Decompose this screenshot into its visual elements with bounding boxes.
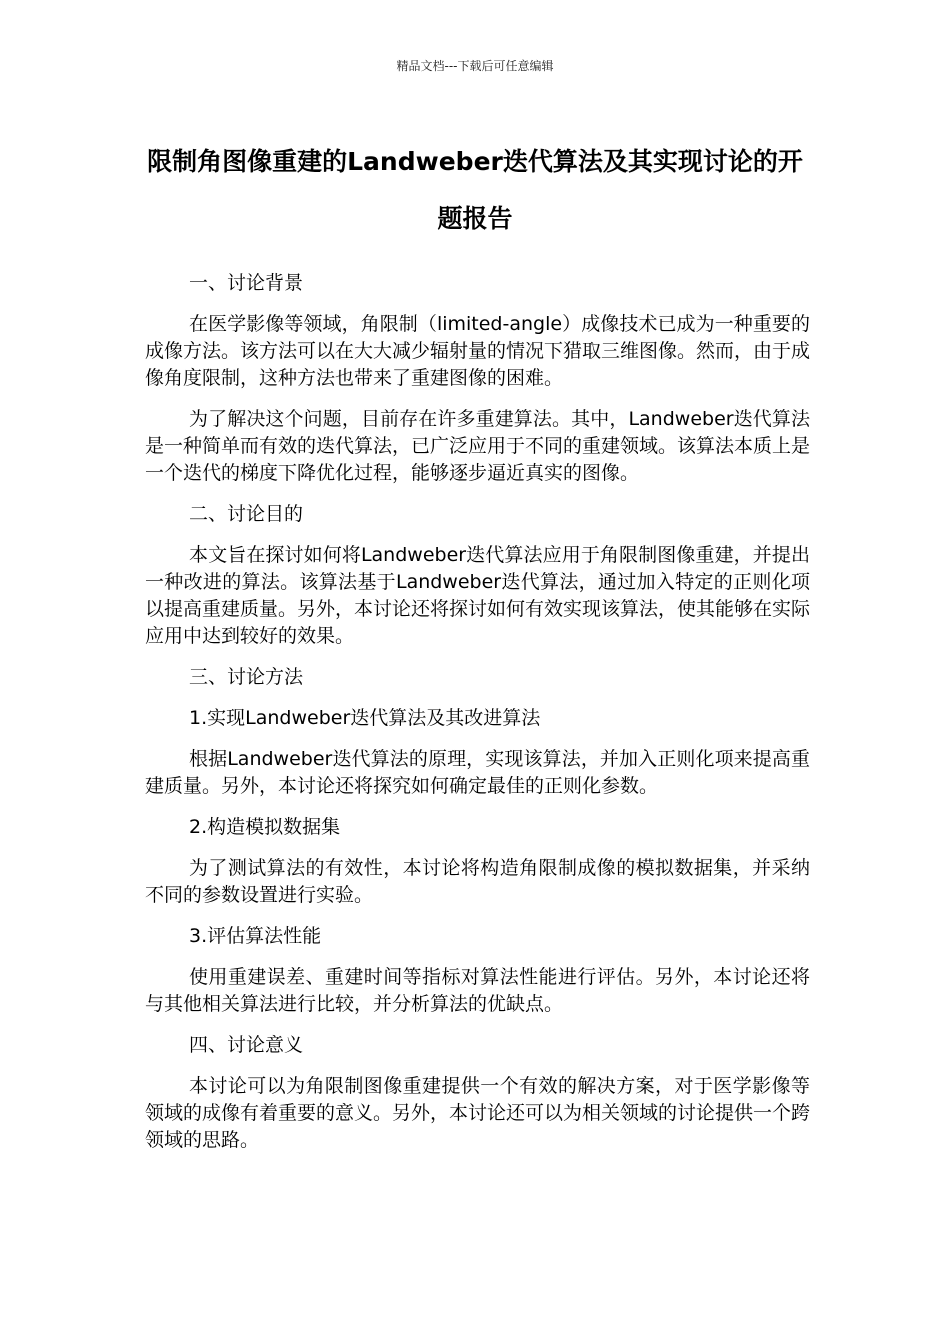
background-paragraph-2: 为了解决这个问题，目前存在许多重建算法。其中，Landweber迭代算法是一种简单而有效的迭代算法，已广泛应用于不同的重建领域。该算法本质上是一个迭代的梯度下降优化过程，能够逐步逼近真实的图像。 [145, 408, 811, 484]
significance-paragraph-1: 本讨论可以为角限制图像重建提供一个有效的解决方案，对于医学影像等领域的成像有着重要的意义。另外，本讨论还可以为相关领域的讨论提供一个跨领域的思路。 [145, 1075, 811, 1151]
document-body [145, 270, 810, 1154]
section-heading-background: 一、讨论背景 [189, 272, 304, 294]
method-paragraph-3: 使用重建误差、重建时间等指标对算法性能进行评估。另外，本讨论还将与其他相关算法进行比较，并分析算法的优缺点。 [145, 966, 810, 1015]
section-heading-purpose: 二、讨论目的 [189, 503, 304, 525]
document-title: 限制角图像重建的Landweber迭代算法及其实现讨论的开题报告 [147, 147, 803, 233]
method-subheading-1: 1.实现Landweber迭代算法及其改进算法 [189, 707, 541, 729]
background-paragraph-1: 在医学影像等领域，角限制（limited-angle）成像技术已成为一种重要的成像方法。该方法可以在大大减少辐射量的情况下猎取三维图像。然而，由于成像角度限制，这种方法也带来了重建图像的困难。 [145, 313, 811, 389]
section-heading-significance: 四、讨论意义 [189, 1034, 304, 1056]
method-paragraph-1: 根据Landweber迭代算法的原理，实现该算法，并加入正则化项来提高重建质量。另外，本讨论还将探究如何确定最佳的正则化参数。 [145, 748, 810, 797]
method-paragraph-2: 为了测试算法的有效性，本讨论将构造角限制成像的模拟数据集，并采纳不同的参数设置进行实验。 [145, 857, 810, 906]
method-subheading-2: 2.构造模拟数据集 [189, 816, 341, 838]
purpose-paragraph-1: 本文旨在探讨如何将Landweber迭代算法应用于角限制图像重建，并提出一种改进的算法。该算法基于Landweber迭代算法，通过加入特定的正则化项以提高重建质量。另外，本讨论还将探讨如何有效实现该算法，使其能够在实际应用中达到较好的效果。 [145, 544, 811, 647]
method-subheading-3: 3.评估算法性能 [189, 925, 322, 947]
header-note: 精品文档---下载后可任意编辑 [396, 59, 554, 73]
section-heading-method: 三、讨论方法 [189, 666, 304, 688]
